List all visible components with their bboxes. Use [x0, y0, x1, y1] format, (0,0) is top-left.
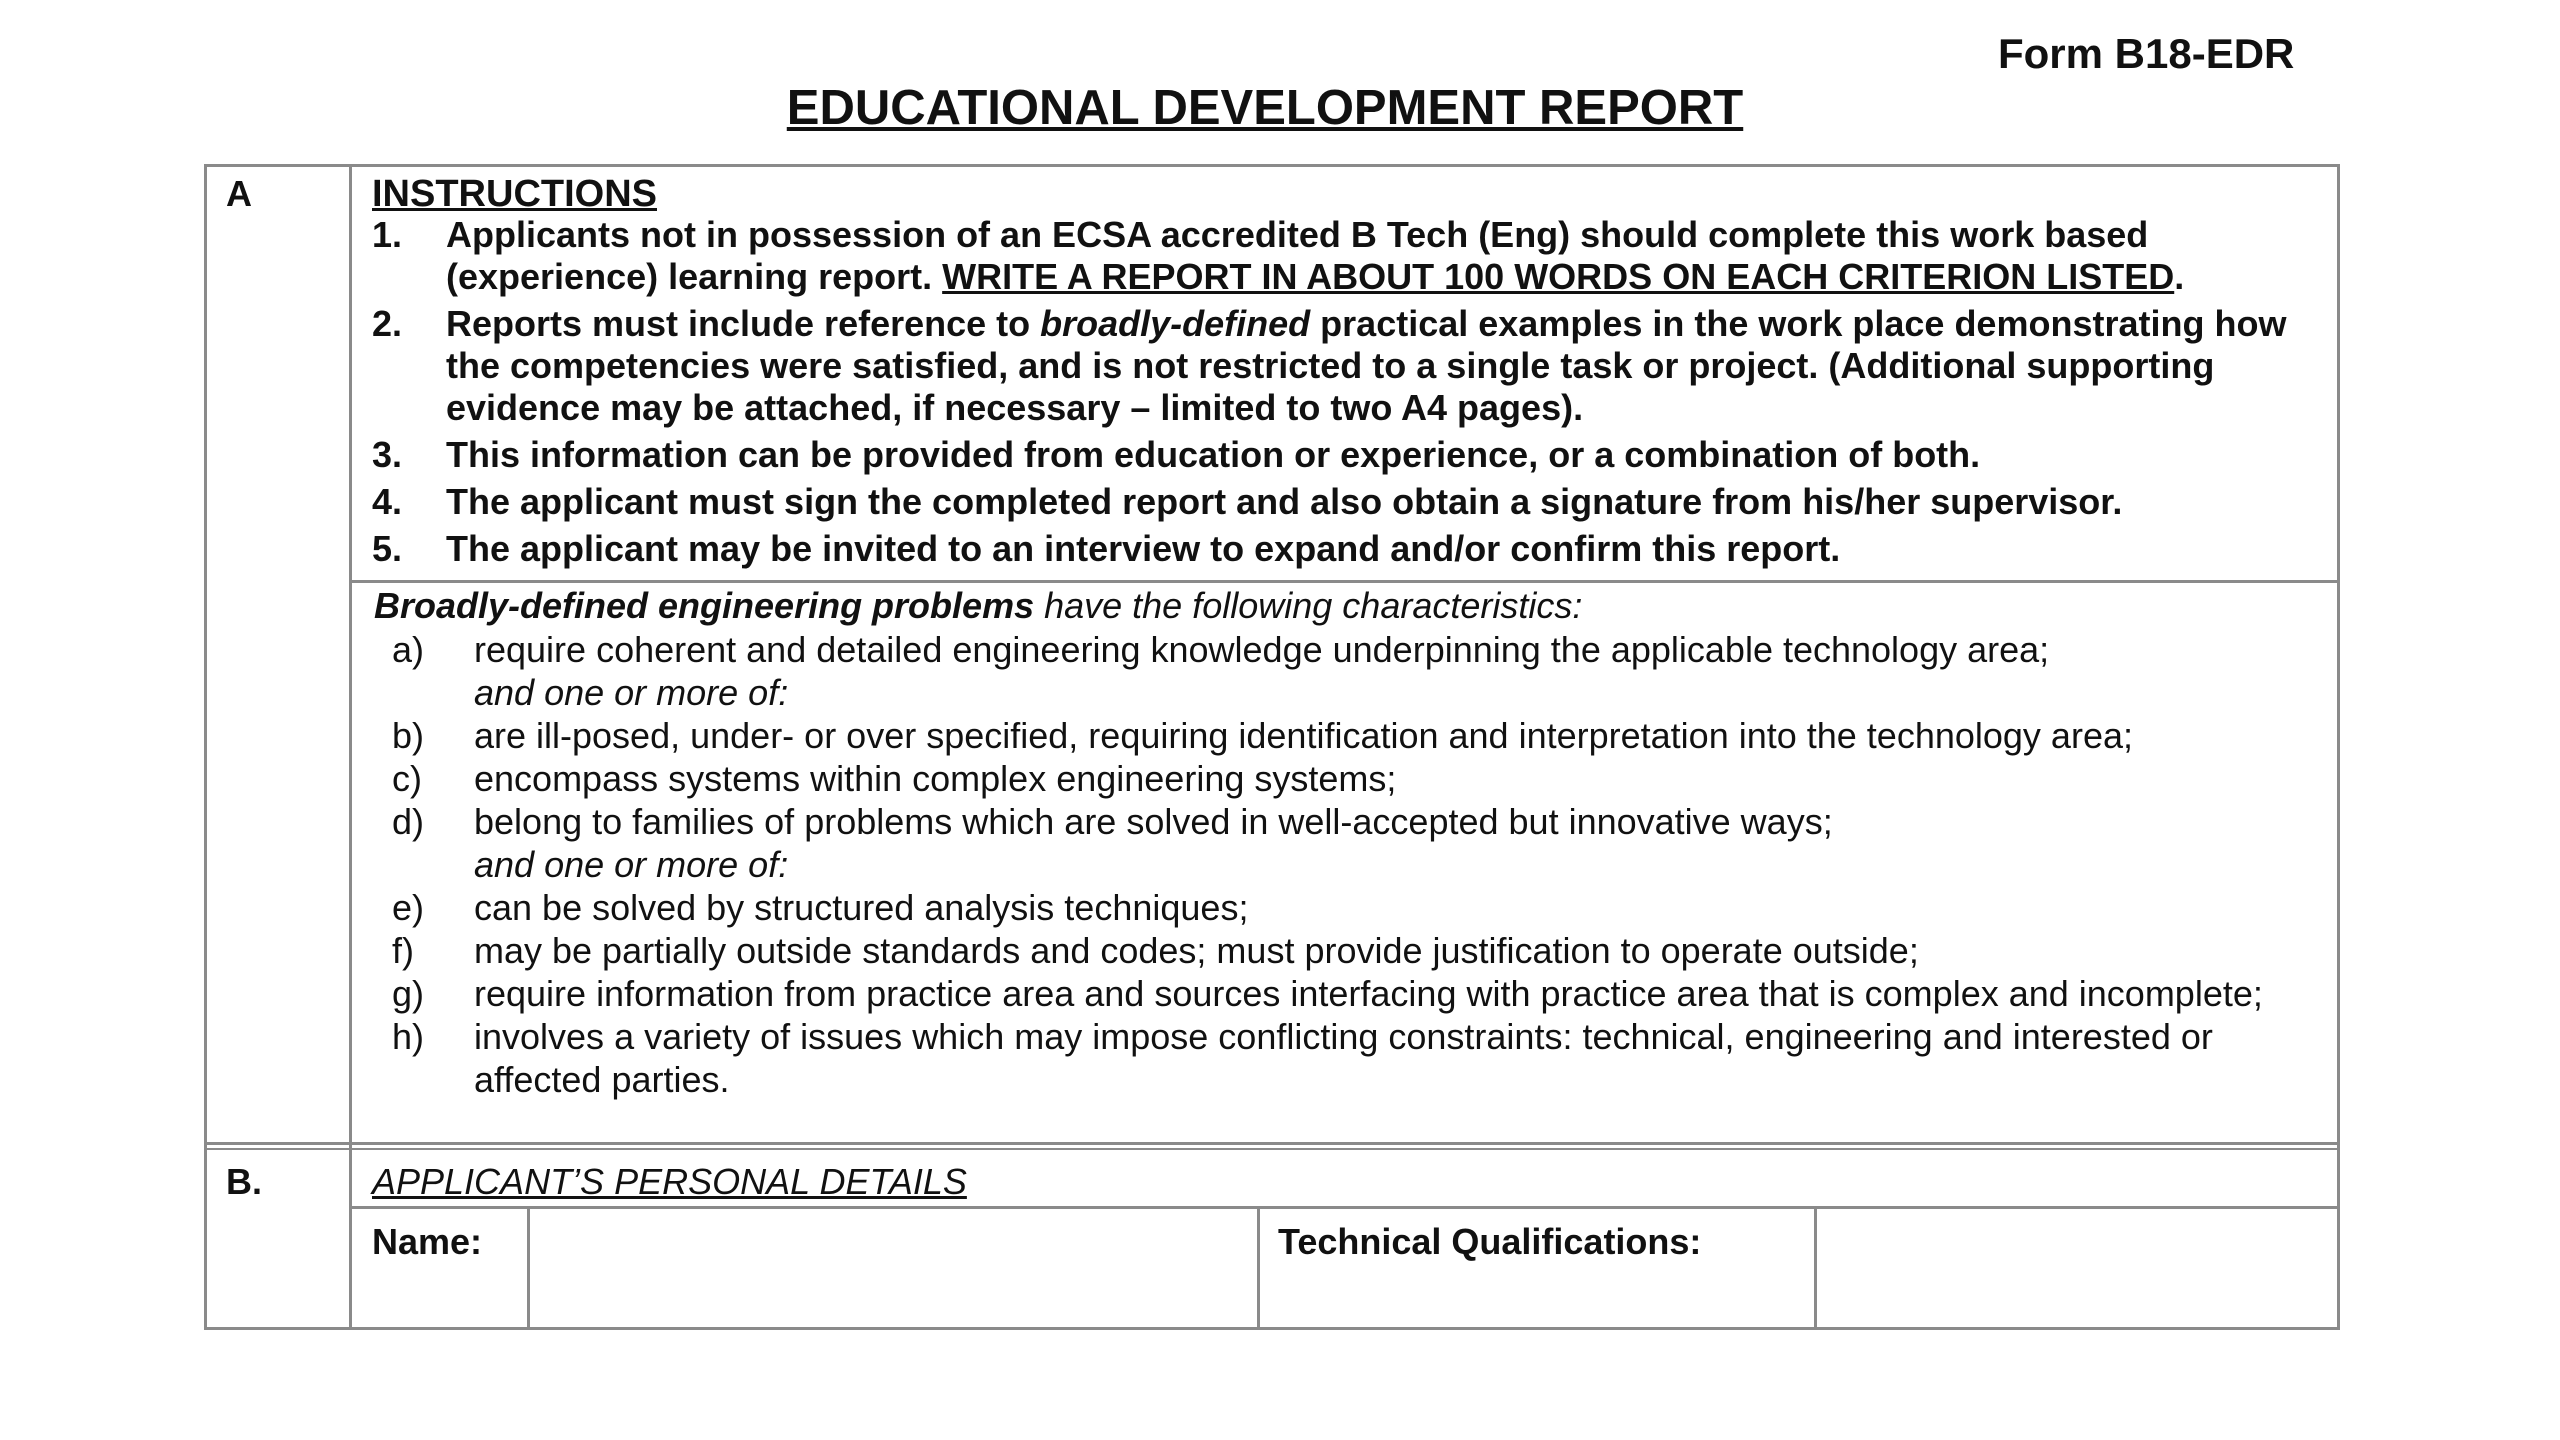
definition-lead: [374, 585, 1582, 627]
instruction-text-part: practical examples in the work place demonstrating how the competencies were satisfied, and is not restricted to a single task or project. (Additional supporting evidence may be attached, if necessary – limited to two A4 pages).: [446, 303, 2287, 428]
instruction-text: [446, 303, 2312, 429]
criterion-item: [374, 628, 2324, 671]
row-divider-section-b: [204, 1142, 2340, 1145]
instruction-number: 4.: [372, 481, 403, 522]
criteria-list: [374, 628, 2324, 1101]
section-a-letter: A: [226, 173, 252, 214]
row-divider-fields: [350, 1206, 2340, 1209]
name-label: Name:: [372, 1221, 483, 1262]
instruction-text: The applicant must sign the completed report and also obtain a signature from his/her supervisor.: [446, 481, 2123, 522]
criterion-text: require information from practice area and sources interfacing with practice area that is complex and incomplete;: [474, 973, 2263, 1014]
instruction-item: [372, 434, 2312, 476]
instruction-text-part: Applicants not in possession of an ECSA accredited B Tech (Eng) should complete this work based (experience) learning report.: [446, 214, 2149, 297]
row-divider-instructions: [350, 580, 2340, 583]
criterion-letter: f): [392, 930, 414, 971]
criterion-item: [374, 1015, 2324, 1101]
criterion-item: [374, 757, 2324, 800]
criterion-letter: a): [392, 629, 425, 670]
name-field[interactable]: [532, 1210, 1254, 1328]
instruction-item: [372, 528, 2312, 570]
criterion-letter: e): [392, 887, 425, 928]
criterion-item: [374, 800, 2324, 843]
instruction-text: [446, 214, 2312, 298]
instruction-item: [372, 214, 2312, 298]
criterion-letter: g): [392, 973, 425, 1014]
field-divider-3: [1814, 1206, 1817, 1330]
criterion-text: involves a variety of issues which may impose conflicting constraints: technical, engineering and interested or affected parties.: [474, 1016, 2213, 1100]
criterion-connector: and one or more of:: [474, 672, 789, 713]
instruction-text: This information can be provided from education or experience, or a combination of both.: [446, 434, 1981, 475]
definition-rest: have the following characteristics:: [1034, 585, 1583, 626]
instruction-emphasis: WRITE A REPORT IN ABOUT 100 WORDS ON EACH CRITERION LISTED: [942, 256, 2175, 297]
instruction-emphasis: broadly-defined: [1040, 303, 1311, 344]
instruction-text-part: .: [2174, 256, 2185, 297]
criterion-item: [374, 714, 2324, 757]
form-code: Form B18-EDR: [1998, 30, 2295, 77]
instructions-heading: INSTRUCTIONS: [372, 173, 657, 215]
criterion-letter: c): [392, 758, 422, 799]
criterion-text: belong to families of problems which are solved in well-accepted but innovative ways;: [474, 801, 1833, 842]
criterion-text: require coherent and detailed engineering knowledge underpinning the applicable technology area;: [474, 629, 2050, 670]
criterion-text: encompass systems within complex engineering systems;: [474, 758, 1397, 799]
instruction-text-part: Reports must include reference to: [446, 303, 1041, 344]
instructions-list: [372, 214, 2312, 575]
field-divider-2: [1257, 1206, 1260, 1330]
field-divider-1: [527, 1206, 530, 1330]
criterion-item: [374, 929, 2324, 972]
instruction-number: 1.: [372, 214, 403, 255]
instruction-number: 2.: [372, 303, 403, 344]
document-title: EDUCATIONAL DEVELOPMENT REPORT: [786, 81, 1744, 135]
instruction-item: [372, 303, 2312, 429]
criterion-letter: h): [392, 1016, 425, 1057]
instruction-number: 5.: [372, 528, 403, 569]
definition-term: Broadly-defined engineering problems: [374, 585, 1035, 626]
criterion-letter: d): [392, 801, 425, 842]
criterion-letter: b): [392, 715, 425, 756]
criterion-connector: and one or more of:: [474, 844, 789, 885]
instruction-number: 3.: [372, 434, 403, 475]
criterion-text: are ill-posed, under- or over specified, requiring identification and interpretation into the technology area;: [474, 715, 2133, 756]
row-divider-section-b-inner: [204, 1148, 2340, 1150]
technical-qualifications-field[interactable]: [1819, 1210, 2337, 1328]
criterion-text: may be partially outside standards and codes; must provide justification to operate outside;: [474, 930, 1919, 971]
section-b-letter: B.: [226, 1161, 262, 1202]
instruction-text: The applicant may be invited to an interview to expand and/or confirm this report.: [446, 528, 1841, 569]
criterion-item: [374, 972, 2324, 1015]
technical-qualifications-label: Technical Qualifications:: [1278, 1221, 1702, 1262]
criterion-item: [374, 886, 2324, 929]
instruction-item: [372, 481, 2312, 523]
personal-details-heading: APPLICANT’S PERSONAL DETAILS: [372, 1161, 967, 1202]
criterion-text: can be solved by structured analysis techniques;: [474, 887, 1249, 928]
column-divider: [349, 164, 352, 1330]
